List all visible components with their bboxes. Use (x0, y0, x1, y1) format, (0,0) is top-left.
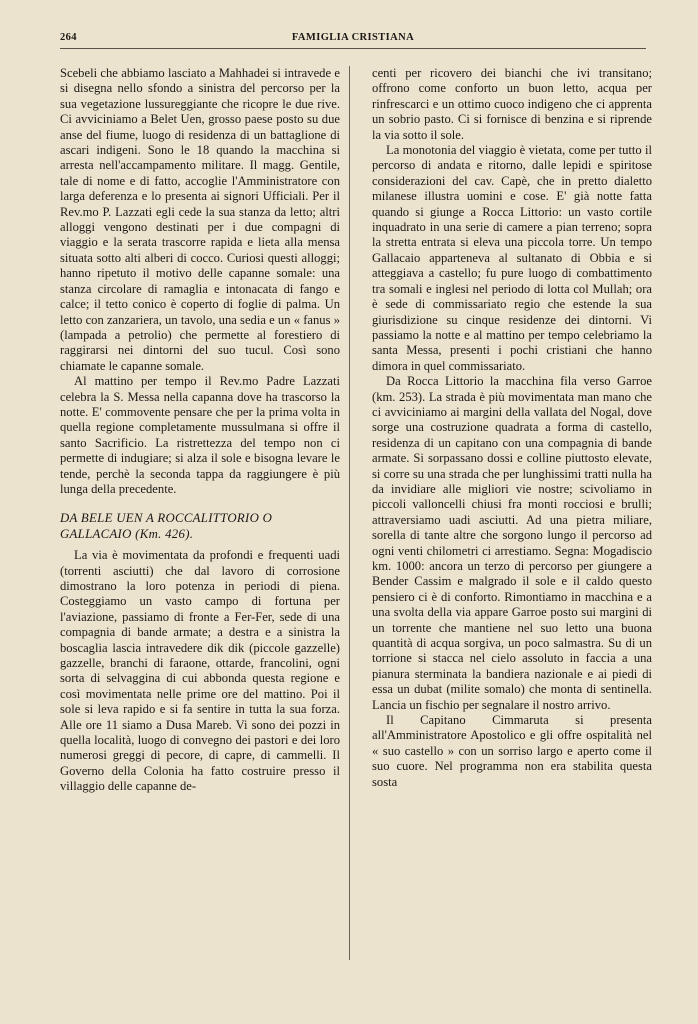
paragraph: Da Rocca Littorio la macchina fila verso Garroe (km. 253). La strada è più movimentata man mano che ci avviciniamo ai margini della vallata del Nogal, dove sorge una costruzione quadrata a forma di castello, residenza di un capitano con una compagnia di bande armate. Si sorpassano dossi e colline piuttosto elevate, si corre su una strada che per lunghissimi tratti nulla ha da invidiare alle migliori vie nostre; scivoliamo in piccoli valloncelli chiusi fra monti rocciosi e brulli; attraversiamo uadi asciutti. Ad una pietra miliare, sorella di tante altre che sorgono lungo il percorso ad ogni venti chilometri ci arrestiamo. Segna: Mogadiscio km. 1000: ancora un terzo di percorso per giungere a Bender Cassim e malgrado il sole e il caldo questo pensiero ci è di conforto. Rimontiamo in macchina e a una svolta della via appare Garroe posto sui margini di un torrente che mantiene nel suo letto una buona quantità di acqua sorgiva, un poco salmastra. Su di un torrione si stacca nel cielo assoluto in faccia a una pianura sterminata la bandiera nazionale e ai piedi di essa un dubat (milite somalo) che monta di sentinella. Lancia un fischio per segnalare il nostro arrivo. (372, 374, 652, 712)
section-heading-distance: (Km. 426). (135, 526, 194, 541)
header-rule (60, 48, 646, 49)
paragraph: centi per ricovero dei bianchi che ivi transitano; offrono come conforto un buon letto, acqua per rinfrescarci e un ottimo cuoco indigeno che ci apprenta un sobrio pasto. Ci si fornisce di benzina e si riprende la via sotto il sole. (372, 66, 652, 142)
paragraph: Il Capitano Cimmaruta si presenta all'Amministratore Apostolico e gli offre ospitalità nel « suo castello » con un sorriso largo e aperto come il suo cuore. Nel programma non era stabilita questa sosta (372, 713, 652, 789)
page-number: 264 (60, 32, 77, 43)
paragraph: La monotonia del viaggio è vietata, come per tutto il percorso di andata e ritorno, dalle lepidi e spiritose considerazioni del cav. Capè, che in pretto dialetto milanese illustra uomini e cose. E' già notte fatta quando si giunge a Rocca Littorio: un vasto cortile inquadrato in una serie di camere a pian terreno; sopra la stretta entrata si eleva una piccola torre. Un tempo Gallacaio apparteneva al sultanato di Obbia e si atteggiava a castello; fu pure luogo di combattimento tra somali e inglesi nel periodo di lotta col Mullah; ora è sede di commissariato regio che estende la sua giurisdizione su cinque residenze dei dintorni. Vi passiamo la notte e al mattino per tempo celebriamo la santa Messa, presenti i pochi cristiani che hanno dimora in quel commissariato. (372, 143, 652, 373)
paragraph: Scebeli che abbiamo lasciato a Mahhadei si intravede e si disegna nello sfondo a sinistra del percorso per la sua vegetazione lussureggiante che ricopre le due rive. Ci avviciniamo a Belet Uen, grosso paese posto su due anse del fiume, luogo di residenza di un battaglione di ascari indigeni. Sono le 18 quando la macchina si arresta nell'accampamento militare. Il magg. Gentile, tale di nome e di fatto, accoglie l'Amministratore con larga deferenza e lo presenta ai signori Ufficiali. Per il Rev.mo P. Lazzati egli cede la sua stanza da letto; altri alloggi vengono destinati per i due compagni di viaggio e la serata trascorre rapida e lieta alla mensa situata sotto alti alberi di cocco. Curiosi questi alloggi; hanno ripetuto il motivo delle capanne somale: una stanza circolare di ramaglia e intonacata di fango e calce; il tetto conico è coperto di foglie di palma. Un letto con zanzariera, un tavolo, una sedia e un « fanus » (lampada a petrolio) che permette al forestiero di raggirarsi nei dintorni del suo tucul. Così sono chiamate le capanne somale. (60, 66, 340, 373)
column-divider (349, 66, 350, 960)
paragraph: Al mattino per tempo il Rev.mo Padre Lazzati celebra la S. Messa nella capanna dove ha trascorso la notte. E' commovente pensare che per la prima volta in quella regione completamente mussulmana si offre il santo Sacrificio. La ristrettezza del tempo non ci permette di indugiare; si alza il sole e bisogna levare le tende, perchè la seconda tappa da raggiungere è più lunga della precedente. (60, 374, 340, 496)
paragraph: La via è movimentata da profondi e frequenti uadi (torrenti asciutti) che dal lavoro di corrosione dimostrano la loro potenza in periodi di piena. Costeggiamo un vasto campo di fortuna per l'aviazione, passiamo di fronte a Fer-Fer, sede di una compagnia di bande armate; a destra e a sinistra la boscaglia lascia intravedere dik dik (piccole gazzelle) gazzelle, branchi di faraone, ottarde, francolini, ogni sorta di selvaggina di cui abbonda questa regione e così movimentata nelle prime ore del mattino. Poi il sole si leva rapido e si fa sentire in tutta la sua forza. Alle ore 11 siamo a Dusa Mareb. Vi sono dei pozzi in quella località, luogo di convegno dei pastori e dei loro numerosi greggi di pecore, di capre, di cammelli. Il Governo della Colonia ha fatto costruire presso il villaggio delle capanne de- (60, 548, 340, 794)
page-header (60, 30, 646, 50)
section-heading-title: DA BELE UEN A ROCCALITTORIO O GALLACAIO (60, 511, 273, 541)
section-heading (60, 511, 340, 542)
left-column (60, 66, 340, 795)
right-column (372, 66, 652, 790)
running-title: FAMIGLIA CRISTIANA (291, 32, 415, 43)
